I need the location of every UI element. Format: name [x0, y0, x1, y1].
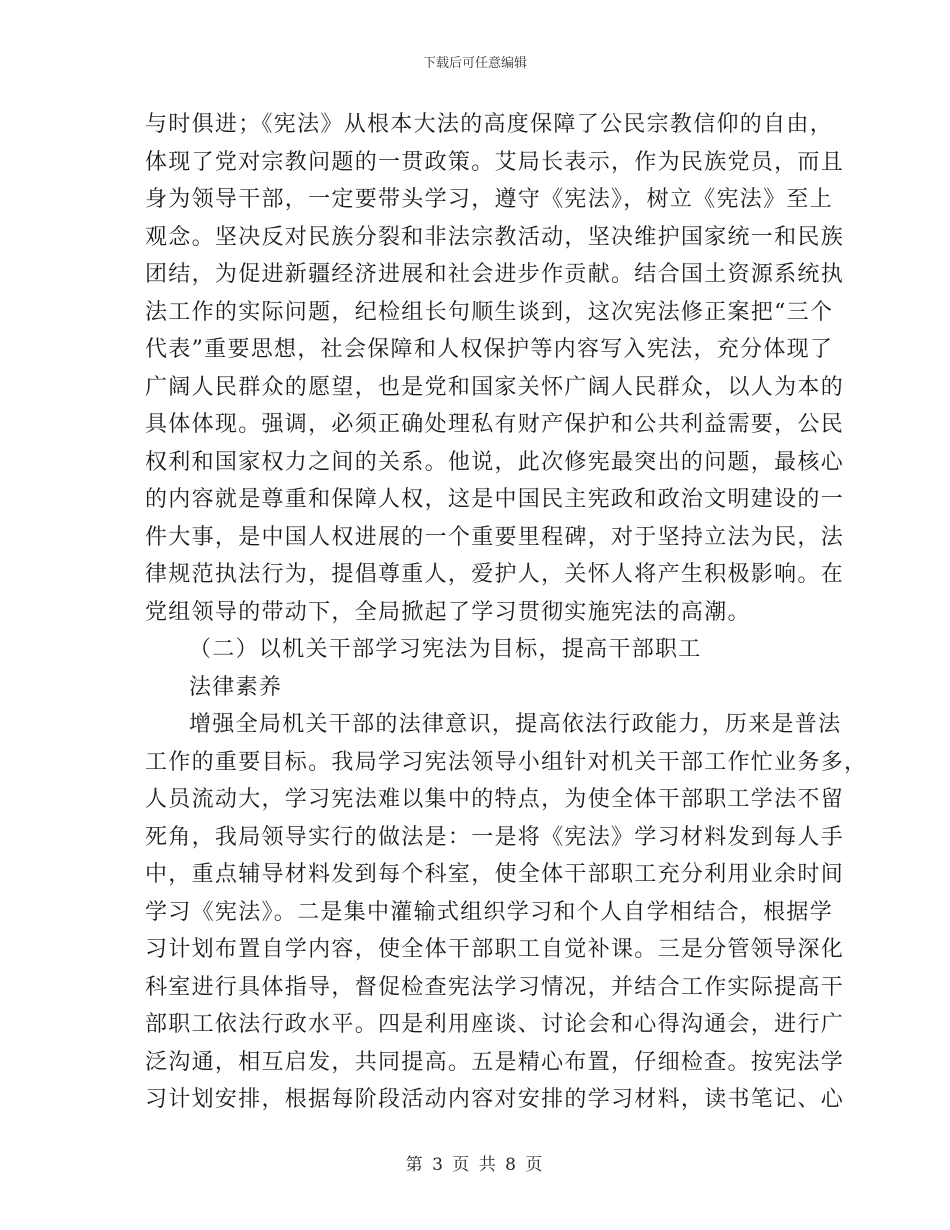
page-footer: 第 3 页 共 8 页: [405, 1155, 545, 1175]
text-line: 法工作的实际问题，纪检组长句顺生谈到，这次宪法修正案把“三个: [145, 299, 834, 325]
text-line: 身为领导干部，一定要带头学习，遵守《宪法》，树立《宪法》至上: [145, 187, 834, 212]
text-line: 增强全局机关干部的法律意识，提高依法行政能力，历来是普法: [189, 712, 842, 737]
text-line: 代表”重要思想，社会保障和人权保护等内容写入宪法，充分体现了: [145, 337, 834, 362]
text-line: 习计划布置自学内容，使全体干部职工自觉补课。三是分管领导深化: [145, 937, 845, 962]
text-line: 泛沟通，相互启发，共同提高。五是精心布置，仔细检查。按宪法学: [145, 1049, 845, 1075]
text-line: 团结，为促进新疆经济进展和社会进步作贡献。结合国土资源系统执: [145, 262, 845, 287]
text-line: 具体体现。强调，必须正确处理私有财产保护和公共利益需要，公民: [145, 412, 845, 437]
text-line: 中，重点辅导材料发到每个科室，使全体干部职工充分利用业余时间: [145, 862, 845, 887]
page-header: 下载后可任意编辑: [422, 56, 527, 71]
text-line: 体现了党对宗教问题的一贯政策。艾局长表示，作为民族党员，而且: [145, 149, 845, 175]
text-line: 广阔人民群众的愿望，也是党和国家关怀广阔人民群众，以人为本的: [145, 374, 845, 400]
text-line: 法律素养: [189, 674, 283, 700]
text-line: 与时俱进；《宪法》从根本大法的高度保障了公民宗教信仰的自由，: [145, 112, 834, 137]
text-line: 工作的重要目标。我局学习宪法领导小组针对机关干部工作忙业务多，: [145, 749, 868, 775]
text-line: 观念。坚决反对民族分裂和非法宗教活动，坚决维护国家统一和民族: [145, 224, 845, 250]
text-line: 件大事，是中国人权进展的一个重要里程碑，对于坚持立法为民，法: [145, 524, 845, 550]
text-line: 死角，我局领导实行的做法是：一是将《宪法》学习材料发到每人手: [145, 824, 845, 850]
text-line: 党组领导的带动下，全局掀起了学习贯彻实施宪法的高潮。: [145, 599, 751, 625]
text-line: 权利和国家权力之间的关系。他说，此次修宪最突出的问题，最核心: [145, 449, 845, 475]
text-line: 律规范执法行为，提倡尊重人，爱护人，关怀人将产生积极影响。在: [145, 562, 845, 587]
text-line: 学习《宪法》。二是集中灌输式组织学习和个人自学相结合，根据学: [145, 899, 834, 925]
text-line: 人员流动大，学习宪法难以集中的特点，为使全体干部职工学法不留: [145, 787, 845, 812]
text-line: 习计划安排，根据每阶段活动内容对安排的学习材料，读书笔记、心: [145, 1087, 845, 1112]
text-line: 科室进行具体指导，督促检查宪法学习情况，并结合工作实际提高干: [145, 974, 845, 1000]
text-line: 部职工依法行政水平。四是利用座谈、讨论会和心得沟通会，进行广: [145, 1012, 845, 1037]
text-line: （二）以机关干部学习宪法为目标，提高干部职工: [189, 637, 702, 662]
text-line: 的内容就是尊重和保障人权，这是中国民主宪政和政治文明建设的一: [145, 487, 845, 512]
document-body: [145, 106, 868, 1119]
